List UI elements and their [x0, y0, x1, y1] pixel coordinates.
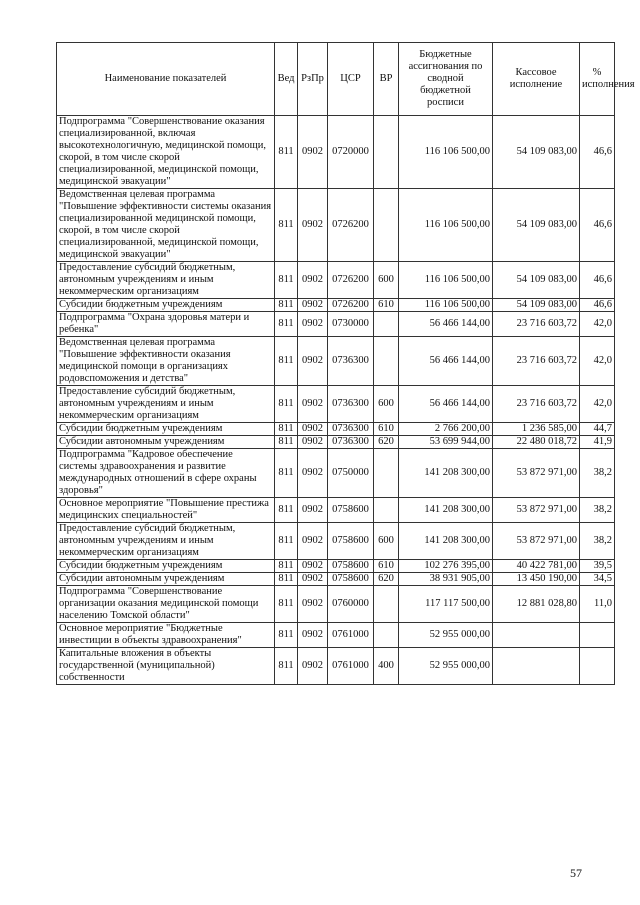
cell-rzpr: 0902 [298, 573, 328, 586]
cell-ved: 811 [275, 423, 298, 436]
cell-ved: 811 [275, 573, 298, 586]
cell-assignments: 2 766 200,00 [399, 423, 493, 436]
cell-cash-execution: 12 881 028,80 [493, 586, 580, 623]
cell-assignments: 52 955 000,00 [399, 623, 493, 648]
cell-name: Субсидии бюджетным учреждениям [57, 423, 275, 436]
cell-cash-execution: 13 450 190,00 [493, 573, 580, 586]
cell-vr: 600 [374, 386, 399, 423]
cell-rzpr: 0902 [298, 189, 328, 262]
cell-cash-execution: 23 716 603,72 [493, 337, 580, 386]
cell-assignments: 38 931 905,00 [399, 573, 493, 586]
cell-name: Подпрограмма "Охрана здоровья матери и ребенка" [57, 312, 275, 337]
header-percent: % исполнения [580, 43, 615, 116]
cell-ved: 811 [275, 262, 298, 299]
cell-vr [374, 586, 399, 623]
cell-vr [374, 498, 399, 523]
cell-percent: 34,5 [580, 573, 615, 586]
table-row [57, 299, 615, 312]
cell-name: Основное мероприятие "Бюджетные инвестиции в объекты здравоохранения" [57, 623, 275, 648]
cell-assignments: 116 106 500,00 [399, 299, 493, 312]
cell-ved: 811 [275, 436, 298, 449]
cell-name: Субсидии автономным учреждениям [57, 436, 275, 449]
cell-rzpr: 0902 [298, 560, 328, 573]
table-row [57, 586, 615, 623]
cell-vr [374, 116, 399, 189]
cell-cash-execution: 1 236 585,00 [493, 423, 580, 436]
cell-rzpr: 0902 [298, 386, 328, 423]
cell-vr [374, 623, 399, 648]
cell-csr: 0726200 [328, 299, 374, 312]
cell-ved: 811 [275, 116, 298, 189]
cell-assignments: 116 106 500,00 [399, 262, 493, 299]
cell-assignments: 56 466 144,00 [399, 337, 493, 386]
cell-rzpr: 0902 [298, 312, 328, 337]
cell-assignments: 141 208 300,00 [399, 498, 493, 523]
table-row [57, 423, 615, 436]
cell-csr: 0761000 [328, 648, 374, 685]
cell-name: Предоставление субсидий бюджетным, автономным учреждениям и иным некоммерческим организациям [57, 523, 275, 560]
cell-name: Субсидии автономным учреждениям [57, 573, 275, 586]
cell-csr: 0736300 [328, 386, 374, 423]
cell-percent: 46,6 [580, 116, 615, 189]
cell-csr: 0736300 [328, 337, 374, 386]
cell-cash-execution: 23 716 603,72 [493, 386, 580, 423]
table-row [57, 386, 615, 423]
cell-percent: 38,2 [580, 523, 615, 560]
cell-assignments: 56 466 144,00 [399, 312, 493, 337]
cell-cash-execution: 22 480 018,72 [493, 436, 580, 449]
cell-cash-execution: 40 422 781,00 [493, 560, 580, 573]
budget-execution-table [56, 42, 635, 685]
cell-ved: 811 [275, 449, 298, 498]
cell-assignments: 141 208 300,00 [399, 523, 493, 560]
cell-percent: 46,6 [580, 189, 615, 262]
cell-percent: 38,2 [580, 449, 615, 498]
cell-cash-execution: 54 109 083,00 [493, 299, 580, 312]
cell-ved: 811 [275, 586, 298, 623]
header-name: Наименование показателей [57, 43, 275, 116]
cell-rzpr: 0902 [298, 262, 328, 299]
cell-rzpr: 0902 [298, 498, 328, 523]
cell-percent: 41,9 [580, 436, 615, 449]
table-row [57, 573, 615, 586]
cell-rzpr: 0902 [298, 116, 328, 189]
cell-name: Предоставление субсидий бюджетным, автономным учреждениям и иным некоммерческим организациям [57, 262, 275, 299]
cell-cash-execution [493, 648, 580, 685]
table-row [57, 560, 615, 573]
cell-name: Подпрограмма "Совершенствование организации оказания медицинской помощи населению Томской области" [57, 586, 275, 623]
cell-assignments: 53 699 944,00 [399, 436, 493, 449]
header-rzpr: РзПр [298, 43, 328, 116]
table-row [57, 498, 615, 523]
cell-vr: 600 [374, 262, 399, 299]
cell-vr: 400 [374, 648, 399, 685]
table-row [57, 648, 615, 685]
header-assignments: Бюджетные ассигнования по сводной бюджетной росписи [399, 43, 493, 116]
cell-assignments: 102 276 395,00 [399, 560, 493, 573]
cell-name: Подпрограмма "Совершенствование оказания специализированной, включая высокотехнологичную, медицинской помощи, скорой, в том числе скорой специализированной, медицинской помощи, медицинской эвакуации" [57, 116, 275, 189]
cell-percent: 11,0 [580, 586, 615, 623]
cell-vr: 610 [374, 299, 399, 312]
cell-csr: 0760000 [328, 586, 374, 623]
cell-ved: 811 [275, 189, 298, 262]
cell-rzpr: 0902 [298, 586, 328, 623]
cell-cash-execution: 54 109 083,00 [493, 262, 580, 299]
cell-ved: 811 [275, 312, 298, 337]
cell-rzpr: 0902 [298, 423, 328, 436]
cell-csr: 0758600 [328, 573, 374, 586]
cell-percent: 39,5 [580, 560, 615, 573]
cell-ved: 811 [275, 337, 298, 386]
cell-percent: 42,0 [580, 312, 615, 337]
header-ved: Вед [275, 43, 298, 116]
cell-cash-execution: 23 716 603,72 [493, 312, 580, 337]
cell-percent: 44,7 [580, 423, 615, 436]
cell-percent: 42,0 [580, 337, 615, 386]
cell-name: Капитальные вложения в объекты государственной (муниципальной) собственности [57, 648, 275, 685]
cell-name: Ведомственная целевая программа "Повышение эффективности оказания медицинской помощи в организациях родовспоможения и детства" [57, 337, 275, 386]
cell-ved: 811 [275, 648, 298, 685]
cell-csr: 0726200 [328, 189, 374, 262]
cell-name: Подпрограмма "Кадровое обеспечение системы здравоохранения и развитие международных отношений в сфере охраны здоровья" [57, 449, 275, 498]
cell-rzpr: 0902 [298, 648, 328, 685]
cell-cash-execution: 54 109 083,00 [493, 116, 580, 189]
cell-assignments: 116 106 500,00 [399, 189, 493, 262]
cell-assignments: 56 466 144,00 [399, 386, 493, 423]
cell-assignments: 117 117 500,00 [399, 586, 493, 623]
header-vr: ВР [374, 43, 399, 116]
cell-vr [374, 189, 399, 262]
cell-percent [580, 648, 615, 685]
cell-ved: 811 [275, 523, 298, 560]
cell-ved: 811 [275, 623, 298, 648]
header-cash-execution: Кассовое исполнение [493, 43, 580, 116]
cell-ved: 811 [275, 299, 298, 312]
cell-assignments: 141 208 300,00 [399, 449, 493, 498]
cell-csr: 0758600 [328, 560, 374, 573]
cell-vr [374, 449, 399, 498]
cell-vr: 600 [374, 523, 399, 560]
cell-cash-execution [493, 623, 580, 648]
cell-name: Ведомственная целевая программа "Повышение эффективности системы оказания специализированной медицинской помощи, скорой, в том числе скорой специализированной, медицинской помощи, медицинской эвакуации" [57, 189, 275, 262]
cell-rzpr: 0902 [298, 436, 328, 449]
table-row [57, 116, 615, 189]
cell-csr: 0720000 [328, 116, 374, 189]
cell-rzpr: 0902 [298, 299, 328, 312]
table-row [57, 523, 615, 560]
table-row [57, 436, 615, 449]
table-row [57, 623, 615, 648]
cell-name: Основное мероприятие "Повышение престижа медицинских специальностей" [57, 498, 275, 523]
cell-csr: 0736300 [328, 423, 374, 436]
cell-percent: 38,2 [580, 498, 615, 523]
cell-csr: 0736300 [328, 436, 374, 449]
cell-csr: 0750000 [328, 449, 374, 498]
cell-assignments: 116 106 500,00 [399, 116, 493, 189]
page-number: 57 [570, 866, 582, 880]
header-csr: ЦСР [328, 43, 374, 116]
cell-vr [374, 312, 399, 337]
cell-cash-execution: 53 872 971,00 [493, 523, 580, 560]
cell-csr: 0758600 [328, 498, 374, 523]
cell-rzpr: 0902 [298, 623, 328, 648]
cell-csr: 0761000 [328, 623, 374, 648]
cell-vr: 610 [374, 560, 399, 573]
table-row [57, 189, 615, 262]
cell-cash-execution: 53 872 971,00 [493, 498, 580, 523]
cell-csr: 0730000 [328, 312, 374, 337]
cell-csr: 0758600 [328, 523, 374, 560]
table-row [57, 337, 615, 386]
cell-csr: 0726200 [328, 262, 374, 299]
cell-vr: 620 [374, 573, 399, 586]
cell-percent [580, 623, 615, 648]
cell-assignments: 52 955 000,00 [399, 648, 493, 685]
header-row [57, 43, 615, 116]
cell-name: Предоставление субсидий бюджетным, автономным учреждениям и иным некоммерческим организациям [57, 386, 275, 423]
cell-name: Субсидии бюджетным учреждениям [57, 299, 275, 312]
cell-vr: 620 [374, 436, 399, 449]
cell-vr [374, 337, 399, 386]
cell-ved: 811 [275, 560, 298, 573]
cell-rzpr: 0902 [298, 337, 328, 386]
cell-cash-execution: 53 872 971,00 [493, 449, 580, 498]
cell-vr: 610 [374, 423, 399, 436]
cell-name: Субсидии бюджетным учреждениям [57, 560, 275, 573]
cell-percent: 42,0 [580, 386, 615, 423]
table-row [57, 312, 615, 337]
cell-percent: 46,6 [580, 299, 615, 312]
cell-percent: 46,6 [580, 262, 615, 299]
table-row [57, 262, 615, 299]
table-row [57, 449, 615, 498]
cell-rzpr: 0902 [298, 523, 328, 560]
cell-ved: 811 [275, 386, 298, 423]
cell-ved: 811 [275, 498, 298, 523]
cell-rzpr: 0902 [298, 449, 328, 498]
cell-cash-execution: 54 109 083,00 [493, 189, 580, 262]
